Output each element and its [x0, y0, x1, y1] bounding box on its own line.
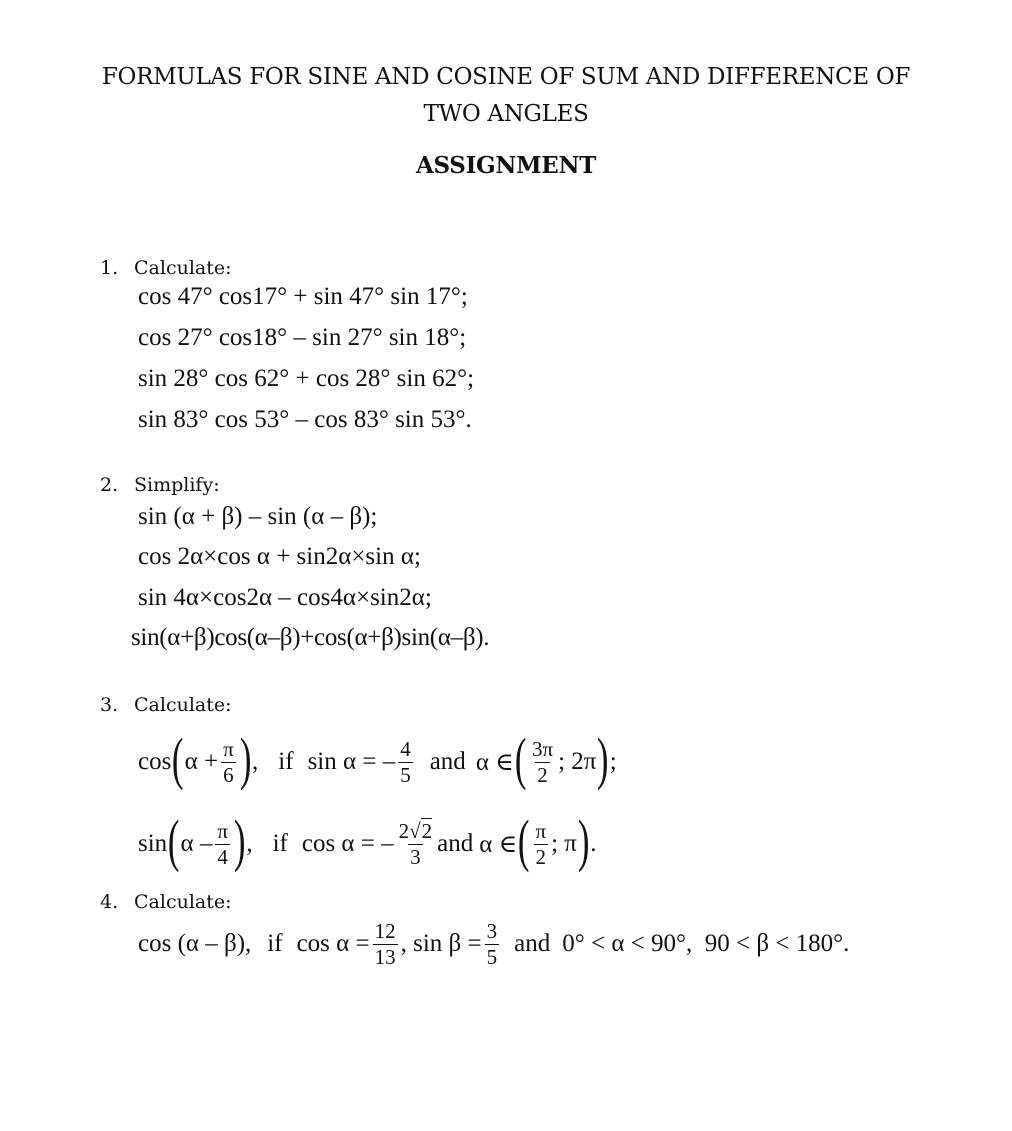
period: . [590, 830, 597, 857]
comma: , [252, 748, 259, 775]
task-3-expression-2 [138, 806, 596, 882]
and-keyword: and [514, 930, 551, 957]
right-paren: ) [239, 726, 252, 791]
range-text: 0° < α < 90°, 90 < β < 180°. [562, 930, 850, 957]
fraction-numerator: π [535, 819, 547, 844]
fraction-numerator: 2√2 [398, 819, 433, 844]
fraction-numerator: 3 [486, 919, 498, 944]
task-1-expression: sin 83° cos 53° – cos 83° sin 53°. [138, 406, 472, 433]
condition-lhs: cos α = [296, 930, 370, 957]
task-3-expression-1 [138, 724, 617, 800]
fraction-numerator: π [223, 737, 234, 762]
condition-lhs: cos α = – [301, 830, 394, 857]
task-1-expression: cos 27° cos18° – sin 27° sin 18°; [138, 324, 467, 351]
fraction-denominator: 3 [410, 844, 421, 869]
if-keyword: if [272, 830, 288, 857]
range-lhs: α ∈ [475, 749, 514, 776]
fraction-denominator: 2 [535, 844, 546, 869]
condition-fraction [485, 920, 500, 967]
task-4-number: 4. [100, 891, 119, 913]
task-4-instruction: Calculate: [134, 891, 232, 913]
task-2-expression: sin 4α×cos2α – cos4α×sin2α; [138, 584, 432, 611]
task-2-expression: cos 2α×cos α + sin2α×sin α; [138, 543, 421, 570]
if-keyword: if [278, 748, 294, 775]
task-1-instruction: Calculate: [134, 257, 232, 279]
separator: , sin β = [400, 930, 482, 957]
argument-prefix: α + [184, 748, 219, 775]
if-keyword: if [267, 930, 283, 957]
semicolon: ; [609, 748, 617, 775]
task-2-label [100, 474, 220, 496]
and-keyword: and [437, 830, 474, 857]
condition-lhs: sin α = – [307, 748, 396, 775]
argument-fraction [221, 738, 236, 785]
task-3-instruction: Calculate: [134, 694, 232, 716]
fraction-numerator: 12 [374, 919, 396, 944]
page-title-line-1: FORMULAS FOR SINE AND COSINE OF SUM AND DIFFERENCE OF [101, 64, 911, 90]
task-3-number: 3. [100, 694, 119, 716]
condition-fraction [397, 820, 435, 867]
condition-fraction [398, 738, 413, 785]
range-rest: ; π [551, 830, 577, 857]
left-paren: ( [168, 808, 180, 873]
condition-fraction [373, 920, 398, 967]
task-2-expression: sin (α + β) – sin (α – β); [138, 503, 378, 530]
range-fraction [530, 738, 555, 785]
task-4-expression [138, 906, 849, 982]
coefficient: 2 [398, 819, 410, 844]
argument-prefix: α – [180, 830, 213, 857]
fraction-numerator: π [217, 819, 228, 844]
left-paren: ( [517, 808, 530, 873]
fraction-denominator: 4 [217, 844, 228, 869]
fraction-denominator: 5 [400, 762, 411, 787]
assignment-heading: ASSIGNMENT [415, 152, 597, 179]
left-paren: ( [514, 726, 527, 791]
task-1-label [100, 257, 232, 279]
function-name: sin [138, 830, 168, 857]
right-paren: ) [597, 726, 609, 791]
range-fraction [533, 820, 548, 867]
fraction-denominator: 2 [537, 762, 548, 787]
fraction-numerator: 4 [400, 737, 411, 762]
fraction-numerator: 3π [532, 737, 554, 762]
page-title-line-2: TWO ANGLES [423, 101, 589, 127]
task-1-expression: cos 47° cos17° + sin 47° sin 17°; [138, 283, 468, 310]
fraction-denominator: 13 [374, 944, 396, 969]
fraction-denominator: 5 [486, 944, 498, 969]
comma: , [246, 830, 253, 857]
right-paren: ) [233, 808, 246, 873]
task-2-instruction: Simplify: [134, 474, 220, 496]
expression-start: cos (α – β), [138, 930, 252, 957]
radicand: 2 [421, 819, 433, 844]
task-2-expression: sin(α+β)cos(α–β)+cos(α+β)sin(α–β). [131, 624, 490, 651]
task-1-expression: sin 28° cos 62° + cos 28° sin 62°; [138, 365, 475, 392]
right-paren: ) [577, 808, 590, 873]
range-lhs: α ∈ [479, 831, 518, 858]
left-paren: ( [172, 726, 184, 791]
task-3-label [100, 694, 232, 716]
range-rest: ; 2π [558, 748, 597, 775]
and-keyword: and [429, 748, 466, 775]
task-1-number: 1. [100, 257, 119, 279]
task-2-number: 2. [100, 474, 119, 496]
function-name: cos [138, 748, 172, 775]
argument-fraction [215, 820, 230, 867]
fraction-denominator: 6 [223, 762, 234, 787]
